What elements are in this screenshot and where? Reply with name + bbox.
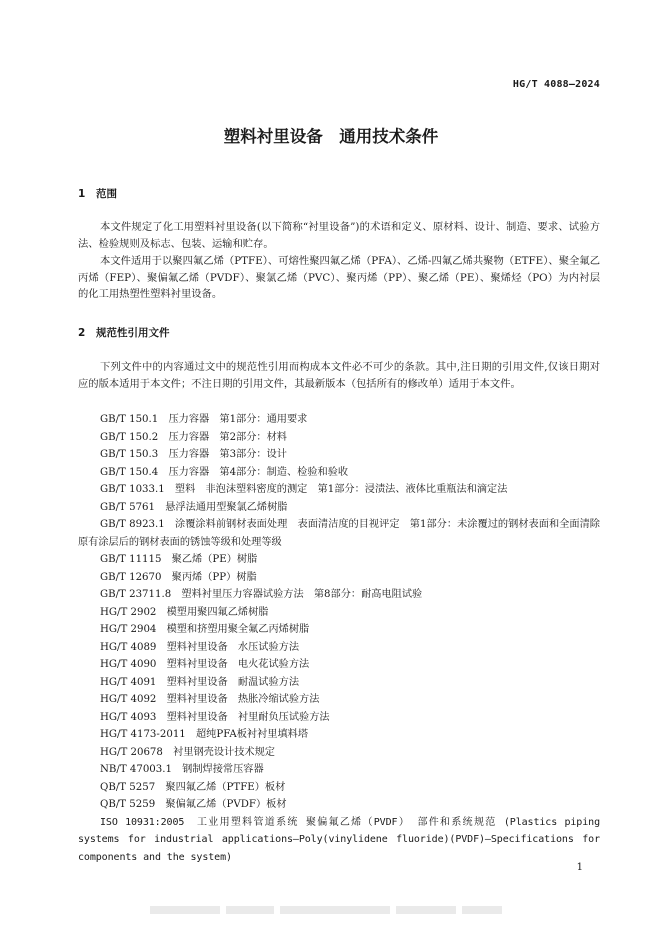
reference-item: GB/T 150.4 压力容器 第4部分：制造、检验和验收 — [100, 466, 349, 478]
reference-item: GB/T 150.1 压力容器 第1部分：通用要求 — [100, 414, 308, 425]
page-number: 1 — [576, 862, 583, 873]
section-1-heading — [78, 186, 117, 201]
document-code: HG/T 4088—2024 — [512, 79, 600, 90]
reference-item: QB/T 5259 聚偏氟乙烯（PVDF）板材 — [100, 799, 287, 810]
document-title: 塑料衬里设备 通用技术条件 — [223, 127, 439, 146]
reference-item: GB/T 8923.1 涂覆涂料前钢材表面处理 表面清洁度的目视评定 第1部分：未涂覆过的钢材表面和全面清除原有涂层后的钢材表面的锈蚀等级和处理等级 — [78, 519, 600, 548]
reference-item: HG/T 2902 模塑用聚四氟乙烯树脂 — [100, 606, 269, 618]
faded-watermark-strip — [150, 899, 510, 911]
section-number: 2 — [78, 327, 86, 339]
section-number: 1 — [78, 188, 86, 200]
reference-item: ISO 10931:2005 工业用塑料管道系统 聚偏氟乙烯（PVDF） 部件和系统规范 (Plastics piping systems for industrial applications—Poly(vinylidene fluoride)(PVDF)—Specifications for components and the system) — [78, 816, 600, 863]
reference-item: HG/T 4091 塑料衬里设备 耐温试验方法 — [100, 676, 300, 688]
reference-item: HG/T 4173-2011 超纯PFA板衬衬里填料塔 — [100, 729, 309, 740]
section-2-heading — [78, 325, 170, 340]
section-title: 范围 — [96, 188, 117, 200]
reference-item: GB/T 5761 悬浮法通用型聚氯乙烯树脂 — [100, 501, 288, 513]
reference-item: GB/T 150.2 压力容器 第2部分：材料 — [100, 431, 287, 443]
reference-item: HG/T 2904 模塑和挤塑用聚全氟乙丙烯树脂 — [100, 624, 310, 635]
reference-item: GB/T 150.3 压力容器 第3部分：设计 — [100, 449, 287, 460]
reference-item: GB/T 12670 聚丙烯（PP）树脂 — [100, 571, 257, 583]
section-title: 规范性引用文件 — [96, 327, 170, 339]
reference-item: HG/T 4089 塑料衬里设备 水压试验方法 — [100, 641, 300, 653]
reference-item: GB/T 1033.1 塑料 非泡沫塑料密度的测定 第1部分：浸渍法、液体比重瓶法和滴定法 — [100, 484, 508, 495]
section-1-paragraph-1: 本文件规定了化工用塑料衬里设备(以下简称“衬里设备”)的术语和定义、原材料、设计、制造、要求、试验方法、检验规则及标志、包装、运输和贮存。 — [78, 221, 600, 250]
reference-item: GB/T 23711.8 塑料衬里压力容器试验方法 第8部分：耐高电阻试验 — [100, 589, 423, 600]
reference-item: HG/T 4090 塑料衬里设备 电火花试验方法 — [100, 659, 310, 670]
reference-item: GB/T 11115 聚乙烯（PE）树脂 — [100, 554, 258, 565]
section-1-paragraph-2: 本文件适用于以聚四氟乙烯（PTFE）、可熔性聚四氟乙烯（PFA）、乙烯-四氟乙烯共聚物（ETFE）、聚全氟乙丙烯（FEP）、聚偏氟乙烯（PVDF）、聚氯乙烯（PVC）、聚丙烯（PP）、聚乙烯（PE）、聚烯烃（PO）为内衬层的化工用热塑性塑料衬里设备。 — [78, 255, 600, 301]
reference-item: NB/T 47003.1 钢制焊接常压容器 — [100, 764, 264, 775]
section-2-paragraph-1: 下列文件中的内容通过文中的规范性引用而构成本文件必不可少的条款。其中,注日期的引用文件,仅该日期对应的版本适用于本文件；不注日期的引用文件，其最新版本（包括所有的修改单）适用于本文件。 — [78, 361, 600, 390]
reference-item: QB/T 5257 聚四氟乙烯（PTFE）板材 — [100, 781, 286, 793]
reference-item: HG/T 4093 塑料衬里设备 衬里耐负压试验方法 — [100, 711, 330, 723]
normative-reference-list — [78, 411, 600, 866]
reference-item: HG/T 4092 塑料衬里设备 热胀冷缩试验方法 — [100, 694, 320, 705]
reference-item: HG/T 20678 衬里钢壳设计技术规定 — [100, 746, 275, 758]
